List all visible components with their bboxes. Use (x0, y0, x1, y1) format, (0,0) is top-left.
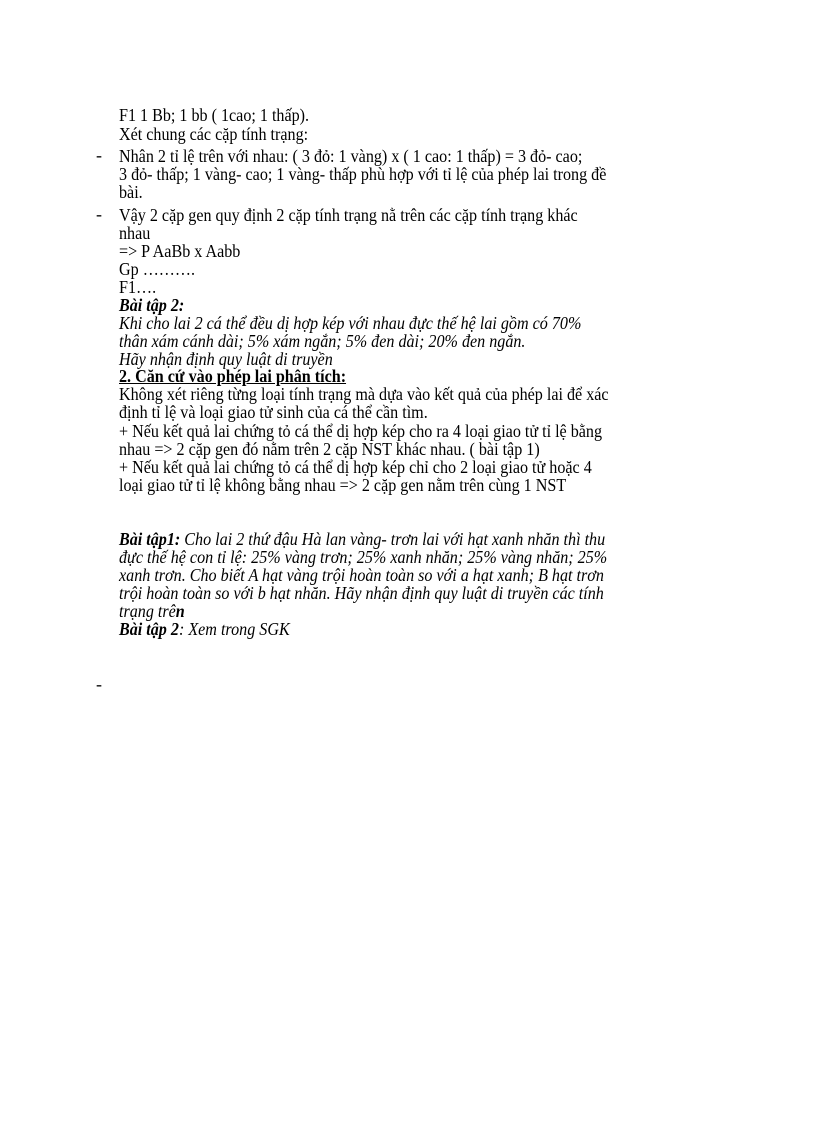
text-line-parent-cross: => P AaBb x Aabb (119, 241, 241, 261)
text-line-exercise1-ratios: đực thế hệ con tỉ lệ: 25% vàng trơn; 25% xanh nhăn; 25% vàng nhăn; 25% (119, 547, 608, 567)
text-line-exercise1-intro (119, 530, 605, 548)
text-line-rule-1-cont: nhau => 2 cặp gen đó nằm trên 2 cặp NST khác nhau. ( bài tập 1) (119, 439, 540, 459)
text-line-gametes: Gp ………. (119, 259, 196, 279)
text-line-test-cross-desc-cont: định tỉ lệ và loại giao tử sinh của cá thể cần tìm. (119, 402, 428, 422)
text-line-conclusion: Vậy 2 cặp gen quy định 2 cặp tính trạng nằ trên các cặp tính trạng khác (119, 205, 578, 225)
exercise2-sgk-text: : Xem trong SGK (178, 619, 290, 639)
text-line-exercise2-question: Hãy nhận định quy luật di truyền (119, 349, 333, 369)
section-heading-test-cross: 2. Căn cứ vào phép lai phân tích: (119, 366, 347, 386)
text-line-exercise1-dominance-a: xanh trơn. Cho biết A hạt vàng trội hoàn toàn so với a hạt xanh; B hạt trơn (119, 565, 604, 585)
exercise-heading-1: Bài tập1: (119, 529, 181, 549)
text-line-exercise2-body-cont: thân xám cánh dài; 5% xám ngắn; 5% đen dài; 20% đen ngắn. (119, 331, 526, 351)
exercise-heading-2-sgk: Bài tập 2 (119, 619, 179, 639)
text-line-multiply-ratios: Nhân 2 tỉ lệ trên với nhau: ( 3 đỏ: 1 vàng) x ( 1 cao: 1 thấp) = 3 đỏ- cao; (119, 146, 583, 166)
text-line-exercise2-body: Khi cho lai 2 cá thể đều dị hợp kép với nhau đực thế hệ lai gồm có 70% (119, 313, 582, 333)
text-line-exercise1-end (119, 602, 185, 620)
text-line-rule-2: + Nếu kết quả lai chứng tỏ cá thể dị hợp kép chỉ cho 2 loại giao tử hoặc 4 (119, 457, 592, 477)
bullet-dash: - (96, 204, 102, 224)
exercise1-end-text: trạng trê (119, 601, 176, 621)
text-line-exercise-word: bài. (119, 182, 143, 202)
text-line-test-cross-desc: Không xét riêng từng loại tính trạng mà dựa vào kết quả của phép lai để xác (119, 384, 609, 404)
text-line-conclusion-cont: nhau (119, 223, 151, 243)
bullet-dash: - (96, 674, 102, 694)
bullet-dash: - (96, 145, 102, 165)
text-line-combined-traits: Xét chung các cặp tính trạng: (119, 124, 309, 144)
exercise1-end-letter: n (175, 601, 185, 621)
exercise1-body-start: Cho lai 2 thứ đậu Hà lan vàng- trơn lai với hạt xanh nhăn thì thu (180, 529, 606, 549)
text-line-rule-1: + Nếu kết quả lai chứng tỏ cá thể dị hợp kép cho ra 4 loại giao tử tỉ lệ bằng (119, 421, 603, 441)
exercise-heading-2: Bài tập 2: (119, 295, 185, 315)
text-line-exercise2-sgk (119, 620, 290, 638)
text-line-f1-ratio: F1 1 Bb; 1 bb ( 1cao; 1 thấp). (119, 105, 310, 125)
text-line-f1: F1…. (119, 277, 157, 297)
text-line-rule-2-cont: loại giao tử tỉ lệ không bằng nhau => 2 cặp gen nằm trên cùng 1 NST (119, 475, 567, 495)
text-line-exercise1-dominance-b: trội hoàn toàn so với b hạt nhăn. Hãy nhận định quy luật di truyền các tính (119, 583, 604, 603)
text-line-ratio-result: 3 đỏ- thấp; 1 vàng- cao; 1 vàng- thấp phù hợp với tỉ lệ của phép lai trong đề (119, 164, 607, 184)
